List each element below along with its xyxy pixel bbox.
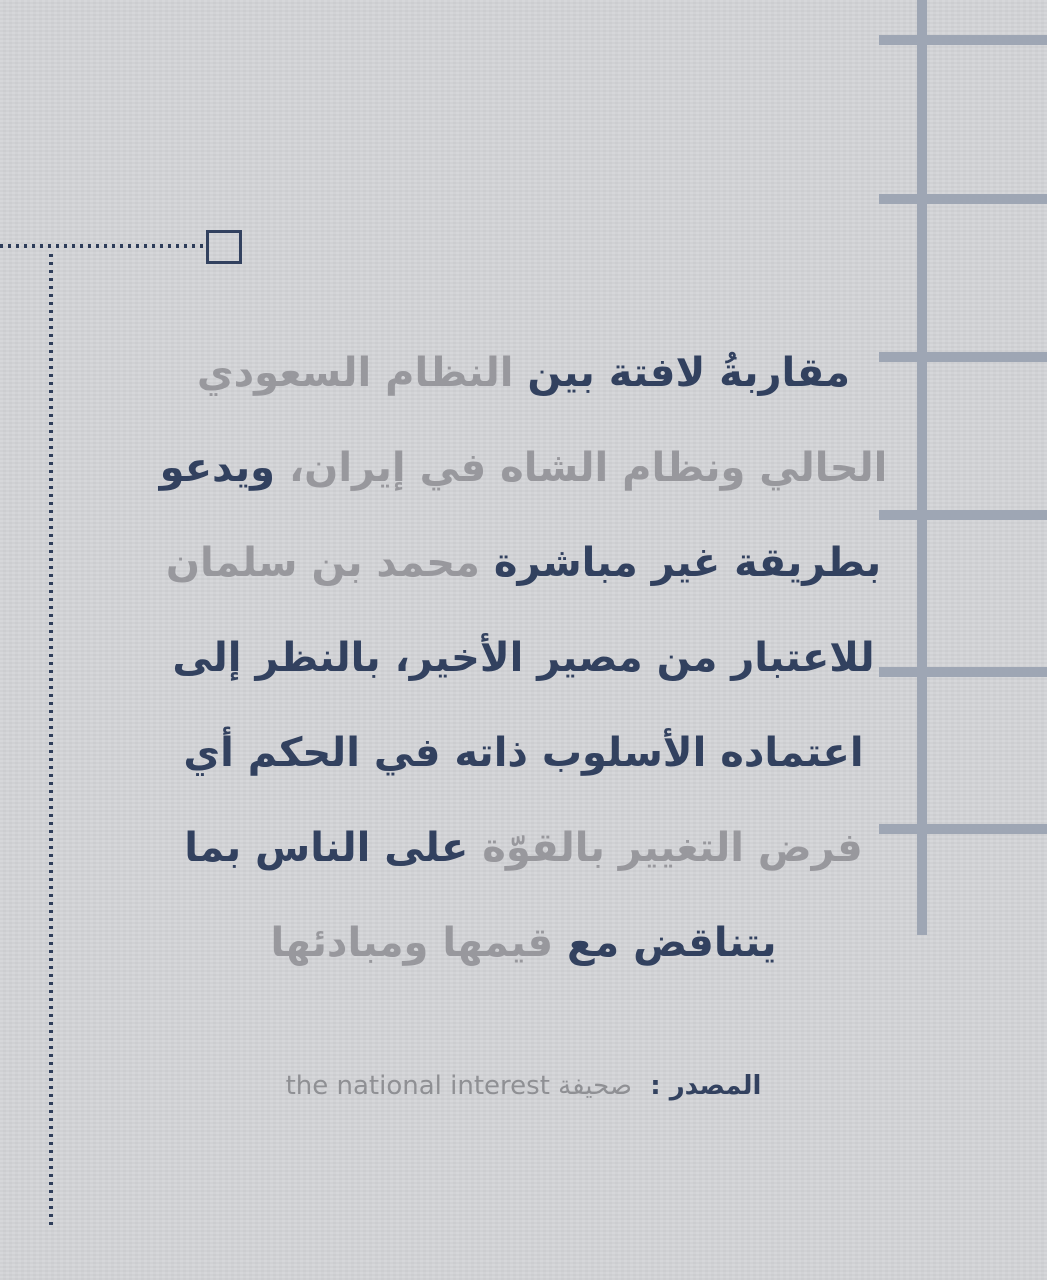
source-publication-type: صحيفة [558,1071,632,1101]
quote-segment: النظام السعودي [196,350,514,396]
quote-segment: مقاربةُ لافتة بين [527,350,851,396]
quote-segment: الحالي ونظام الشاه في إيران، [288,445,888,491]
quote-line [30,326,1017,421]
quote-line [30,801,1017,896]
quote-line [30,706,1017,801]
quote-segment: محمد بن سلمان [165,540,480,586]
grid-horizontal-line [879,194,1047,204]
quote-segment: قيمها ومبادئها [270,920,554,966]
quote-line [30,896,1017,991]
source-line [30,1066,1017,1106]
quote-line [30,611,1017,706]
quote-segment: ويدعو [159,445,276,491]
quote-segment: يتناقض مع [567,920,777,966]
quote-segment: بطريقة غير مباشرة [493,540,882,586]
quote-segment: للاعتبار من مصير الأخير، بالنظر إلى [172,635,875,681]
source-label: المصدر : [650,1071,762,1101]
dotted-horizontal-line [0,244,204,248]
grid-horizontal-line [879,35,1047,45]
quote-segment: اعتماده الأسلوب ذاته في الحكم أي [183,730,864,776]
source-publication-name: the national interest [285,1071,550,1101]
quote-segment: على الناس بما [184,825,469,871]
quote-text [30,326,1017,991]
quote-line [30,421,1017,516]
quote-segment: فرض التغيير بالقوّة [482,825,863,871]
square-outline-icon [206,230,242,264]
quote-line [30,516,1017,611]
